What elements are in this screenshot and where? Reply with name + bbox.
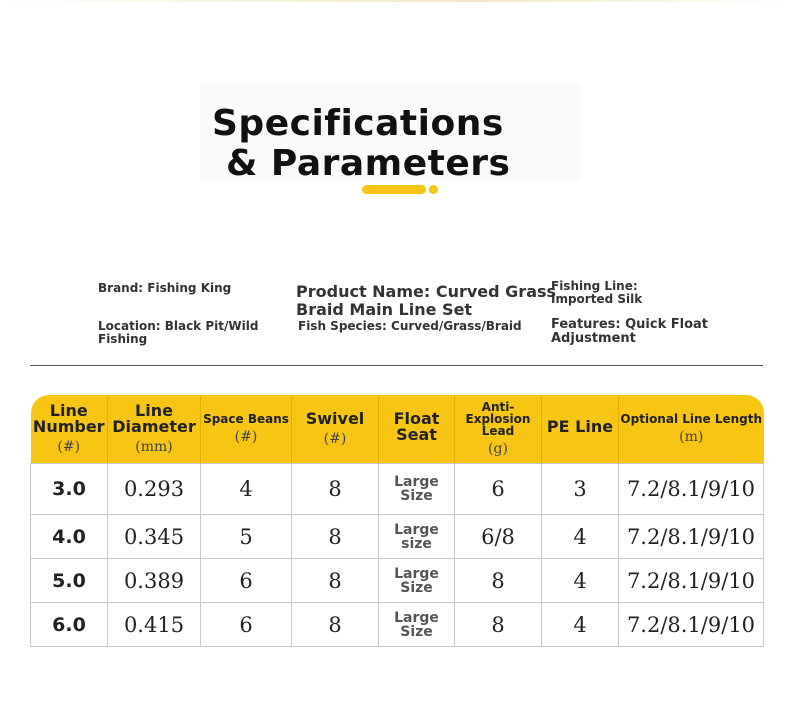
header-line-number: Line Number (#)	[31, 395, 108, 464]
cell-optional-line-length: 7.2/8.1/9/10	[619, 559, 764, 603]
spec-features: Features: Quick Float Adjustment	[551, 317, 708, 346]
cell-float-seat: Large Size	[379, 559, 455, 603]
header-anti-explosion-lead: Anti-Explosion Lead (g)	[455, 395, 542, 464]
cell-optional-line-length: 7.2/8.1/9/10	[619, 515, 764, 559]
cell-float-seat: Large Size	[379, 464, 455, 515]
page-title	[212, 104, 510, 184]
cell-swivel: 8	[292, 464, 379, 515]
cell-anti-explosion-lead: 6	[455, 464, 542, 515]
cell-line-diameter: 0.293	[108, 464, 201, 515]
spec-location: Location: Black Pit/Wild Fishing	[98, 319, 259, 346]
cell-pe-line: 4	[542, 603, 619, 647]
cell-space-beans: 6	[201, 603, 292, 647]
cell-swivel: 8	[292, 559, 379, 603]
cell-line-number: 4.0	[31, 515, 108, 559]
cell-pe-line: 3	[542, 464, 619, 515]
cell-line-diameter: 0.389	[108, 559, 201, 603]
section-divider	[30, 365, 763, 366]
cell-anti-explosion-lead: 8	[455, 559, 542, 603]
spec-product-name: Product Name: Curved Grass Braid Main Line Set	[296, 282, 557, 319]
cell-line-number: 6.0	[31, 603, 108, 647]
cell-anti-explosion-lead: 8	[455, 603, 542, 647]
spec-fishing-line: Fishing Line: Imported Silk	[551, 279, 643, 306]
top-decorative-line	[0, 0, 790, 2]
table-header-row	[31, 395, 764, 464]
cell-space-beans: 6	[201, 559, 292, 603]
header-pe-line: PE Line	[542, 395, 619, 464]
cell-space-beans: 5	[201, 515, 292, 559]
cell-line-number: 5.0	[31, 559, 108, 603]
spec-fish-species: Fish Species: Curved/Grass/Braid	[298, 319, 522, 333]
cell-line-number: 3.0	[31, 464, 108, 515]
header-swivel: Swivel (#)	[292, 395, 379, 464]
header-optional-line-length: Optional Line Length (m)	[619, 395, 764, 464]
cell-swivel: 8	[292, 515, 379, 559]
title-line-2: & Parameters	[226, 143, 511, 184]
cell-line-diameter: 0.345	[108, 515, 201, 559]
table-row	[31, 559, 764, 603]
cell-anti-explosion-lead: 6/8	[455, 515, 542, 559]
cell-optional-line-length: 7.2/8.1/9/10	[619, 603, 764, 647]
cell-pe-line: 4	[542, 559, 619, 603]
cell-float-seat: Large Size	[379, 603, 455, 647]
title-underline-bar	[362, 185, 426, 194]
table-row	[31, 603, 764, 647]
cell-optional-line-length: 7.2/8.1/9/10	[619, 464, 764, 515]
title-line-1: Specifications	[212, 103, 504, 144]
cell-swivel: 8	[292, 603, 379, 647]
spec-brand: Brand: Fishing King	[98, 281, 232, 295]
table-row	[31, 515, 764, 559]
cell-line-diameter: 0.415	[108, 603, 201, 647]
cell-pe-line: 4	[542, 515, 619, 559]
cell-float-seat: Large size	[379, 515, 455, 559]
header-float-seat: Float Seat	[379, 395, 455, 464]
cell-space-beans: 4	[201, 464, 292, 515]
header-space-beans: Space Beans (#)	[201, 395, 292, 464]
header-line-diameter: Line Diameter (mm)	[108, 395, 201, 464]
table-row	[31, 464, 764, 515]
title-underline-dot	[429, 185, 438, 194]
parameters-table	[30, 395, 764, 647]
